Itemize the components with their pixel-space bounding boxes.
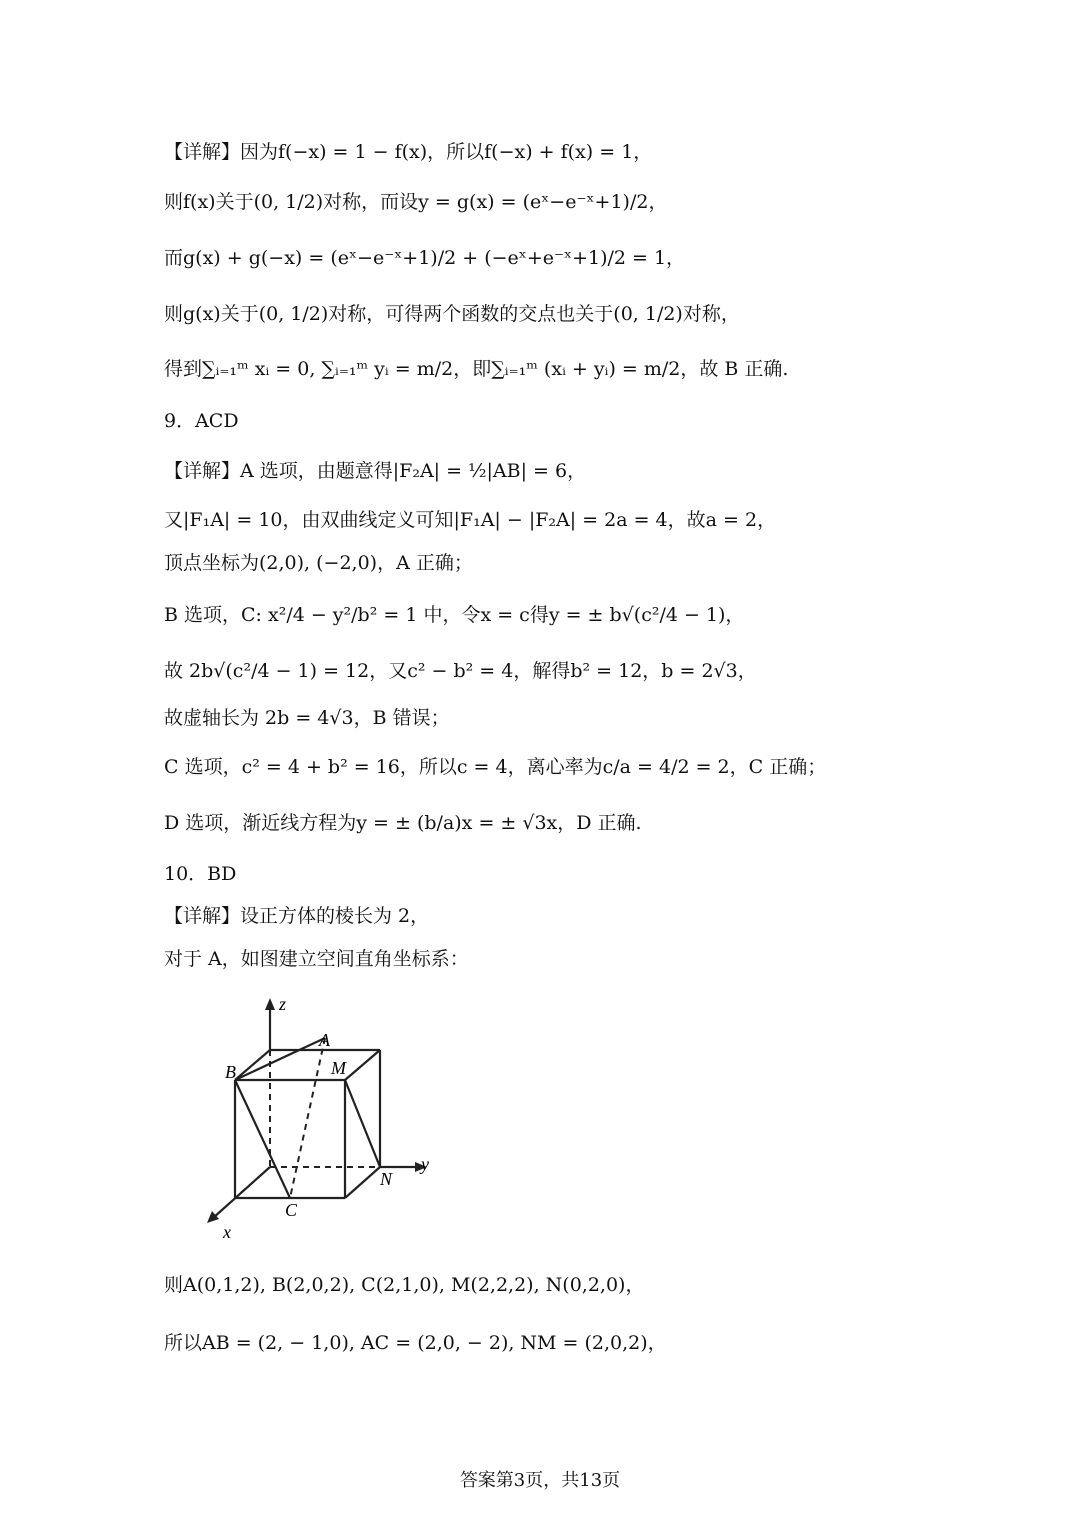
text-line-14: D 选项，渐近线方程为y = ± (b/a)x = ± √3x，D 正确. — [164, 812, 642, 834]
text-line-11: 故 2b√(c²/4 − 1) = 12，又c² − b² = 4，解得b² = 12，b = 2√3， — [164, 660, 757, 682]
cube-coordinate-figure — [195, 990, 455, 1250]
point-b-label: B — [225, 1062, 236, 1082]
point-c-label: C — [285, 1200, 298, 1220]
text-line-18: 则A(0,1,2), B(2,0,2), C(2,1,0), M(2,2,2), N(0,2,0)， — [164, 1274, 645, 1296]
text-line-19: 所以AB = (2, − 1,0), AC = (2,0, − 2), NM = (2,0,2)， — [164, 1332, 667, 1354]
text-line-4: 则g(x)关于(0, 1/2)对称，可得两个函数的交点也关于(0, 1/2)对称， — [164, 303, 740, 325]
point-a-label: A — [319, 1030, 330, 1050]
page-footer: 答案第3页，共13页 — [459, 1470, 621, 1491]
point-m-label: M — [331, 1058, 346, 1078]
question-10-answer: 10．BD — [164, 863, 237, 885]
text-line-16: 【详解】设正方体的棱长为 2， — [164, 905, 430, 927]
text-line-5: 得到∑ᵢ₌₁ᵐ xᵢ = 0, ∑ᵢ₌₁ᵐ yᵢ = m/2，即∑ᵢ₌₁ᵐ (xᵢ + yᵢ) = m/2，故 B 正确. — [164, 358, 789, 380]
text-line-2: 则f(x)关于(0, 1/2)对称，而设y = g(x) = (eˣ−e⁻ˣ+1)/2， — [164, 191, 668, 213]
y-axis-label: y — [421, 1154, 429, 1174]
text-line-12: 故虚轴长为 2b = 4√3，B 错误； — [164, 707, 450, 729]
text-line-8: 又|F₁A| = 10，由双曲线定义可知|F₁A| − |F₂A| = 2a = 4，故a = 2， — [164, 509, 777, 531]
text-line-3: 而g(x) + g(−x) = (eˣ−e⁻ˣ+1)/2 + (−eˣ+e⁻ˣ+1)/2 = 1， — [164, 247, 686, 269]
text-line-9: 顶点坐标为(2,0), (−2,0)，A 正确； — [164, 552, 473, 574]
text-line-17: 对于 A，如图建立空间直角坐标系： — [164, 948, 469, 970]
text-line-1: 【详解】因为f(−x) = 1 − f(x)，所以f(−x) + f(x) = 1， — [164, 141, 653, 163]
question-9-answer: 9．ACD — [164, 410, 239, 432]
text-line-7: 【详解】A 选项，由题意得|F₂A| = ½|AB| = 6， — [164, 460, 587, 482]
point-n-label: N — [380, 1169, 393, 1189]
z-axis-label: z — [279, 994, 287, 1014]
x-axis-label: x — [223, 1222, 231, 1242]
text-line-10: B 选项，C: x²/4 − y²/b² = 1 中，令x = c得y = ± b√(c²/4 − 1)， — [164, 604, 745, 626]
text-line-13: C 选项，c² = 4 + b² = 16，所以c = 4，离心率为c/a = 4/2 = 2，C 正确； — [164, 756, 827, 778]
